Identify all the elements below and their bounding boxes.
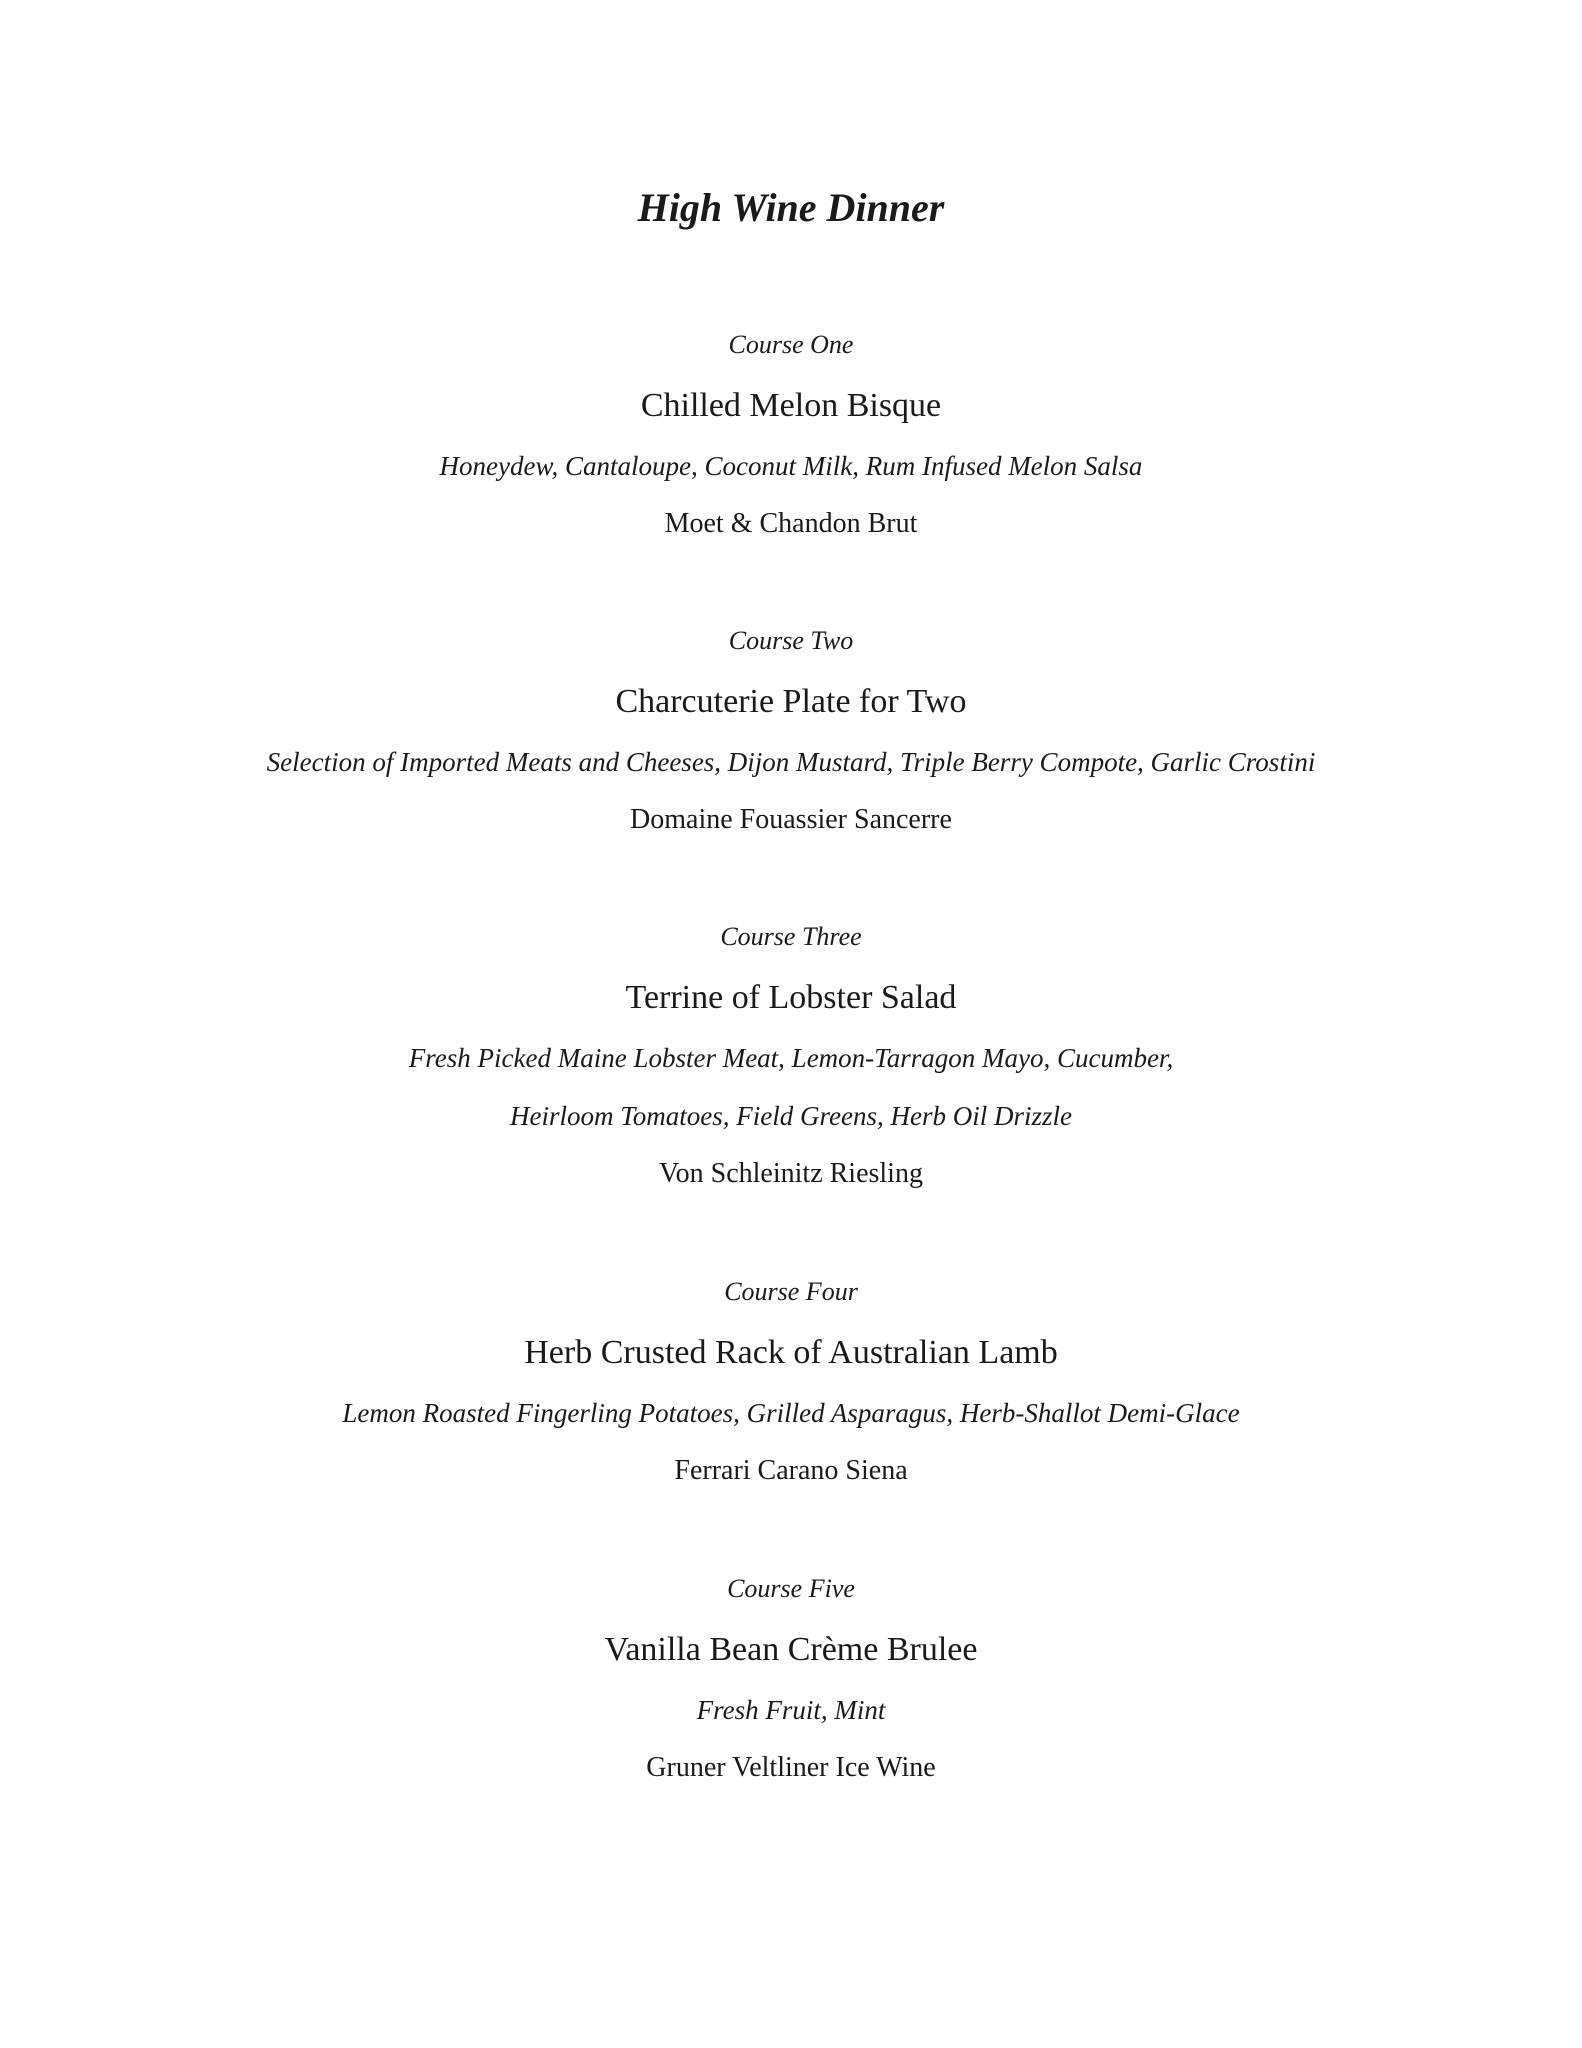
dish-description: Selection of Imported Meats and Cheeses, Dijon Mustard, Triple Berry Compote, Garlic Crostini	[266, 747, 1316, 777]
dish-name: Herb Crusted Rack of Australian Lamb	[524, 1334, 1058, 1371]
wine-pairing: Domaine Fouassier Sancerre	[630, 804, 952, 835]
wine-pairing: Von Schleinitz Riesling	[659, 1158, 923, 1189]
dish-name: Vanilla Bean Crème Brulee	[604, 1631, 978, 1668]
course-label: Course One	[728, 330, 854, 359]
course-one	[0, 328, 1582, 542]
dish-description-line-1: Fresh Picked Maine Lobster Meat, Lemon-Tarragon Mayo, Cucumber,	[408, 1043, 1174, 1073]
wine-pairing: Moet & Chandon Brut	[664, 508, 918, 539]
dish-description: Fresh Fruit, Mint	[696, 1695, 886, 1725]
dish-description: Lemon Roasted Fingerling Potatoes, Grilled Asparagus, Herb-Shallot Demi-Glace	[342, 1398, 1240, 1428]
wine-pairing: Ferrari Carano Siena	[674, 1455, 908, 1486]
course-label: Course Four	[724, 1277, 858, 1306]
course-four	[0, 1275, 1582, 1489]
dish-description: Honeydew, Cantaloupe, Coconut Milk, Rum Infused Melon Salsa	[439, 451, 1143, 481]
course-label: Course Two	[728, 626, 854, 655]
wine-pairing: Gruner Veltliner Ice Wine	[646, 1752, 936, 1783]
course-label: Course Five	[727, 1574, 855, 1603]
course-five	[0, 1572, 1582, 1786]
menu-title: High Wine Dinner	[637, 185, 945, 230]
dish-name: Chilled Melon Bisque	[640, 387, 942, 424]
course-two	[0, 624, 1582, 838]
course-label: Course Three	[720, 922, 862, 951]
dish-description-line-2: Heirloom Tomatoes, Field Greens, Herb Oil Drizzle	[510, 1101, 1072, 1131]
course-three	[0, 920, 1582, 1192]
dish-name: Terrine of Lobster Salad	[625, 979, 957, 1016]
dish-name: Charcuterie Plate for Two	[615, 683, 967, 720]
